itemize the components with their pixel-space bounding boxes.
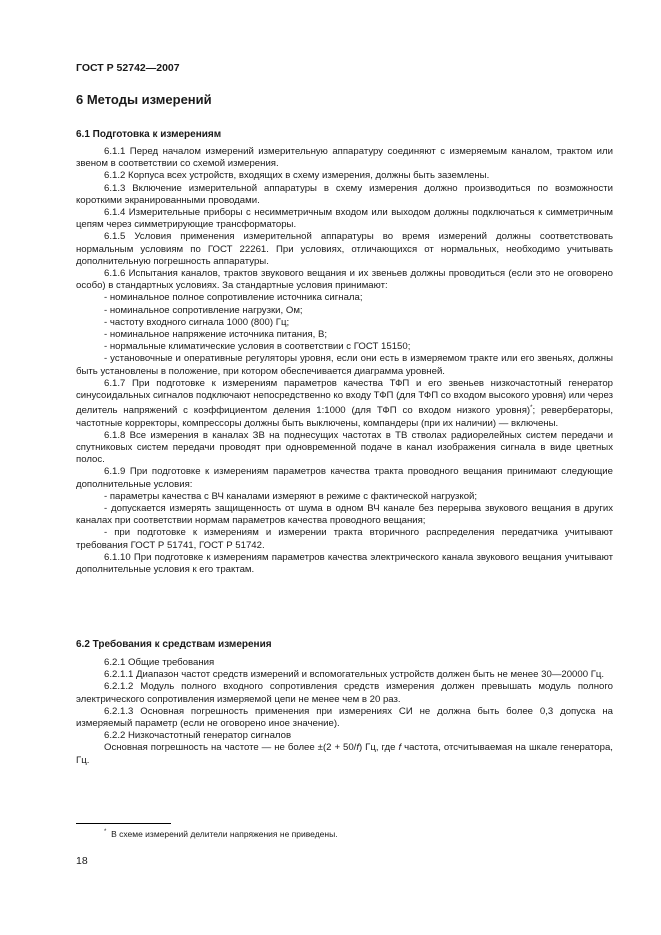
paragraph: 6.1.3 Включение измерительной аппаратуры в схему измерения должно производиться по возможности короткими экранированными проводами. <box>76 182 613 206</box>
list-item: - номинальное полное сопротивление источника сигнала; <box>104 292 363 304</box>
footnote-ref: * <box>530 405 533 412</box>
paragraph: 6.1.8 Все измерения в каналах ЗВ на поднесущих частотах в ТВ стволах радиорелейных систем передачи и спутниковых систем передачи проводят при одновременной подаче в канал изображения сигнала в виде цветных полос. <box>76 429 613 466</box>
list-item: - допускается измерять защищенность от шума в одном ВЧ канале без перерыва звукового вещания в других каналах при соответствии нормам параметров качества проводного вещания; <box>76 503 613 527</box>
text-span: частота, отсчитываемая на шкале генератора, Гц. <box>76 742 613 766</box>
section-title: 6 Методы измерений <box>76 92 212 107</box>
frequency-symbol: f <box>356 742 360 754</box>
subsection-6-1-body <box>76 146 613 576</box>
text-span: 6.1.7 При подготовке к измерениям параметров качества ТФП и его звеньев низкочастотный генератор синусоидальных сигналов подключают непосредственно ко входу ТФП (для ТФП со входом высокого уровня) или через делитель напряжений с коэффициентом деления 1:1000 (для ТФП со входом низкого уровня) <box>76 377 613 417</box>
list-item: - при подготовке к измерениям и измерении тракта вторичного распределения передатчика учитывают требования ГОСТ Р 51741, ГОСТ Р 51742. <box>76 527 613 551</box>
footnote <box>104 829 338 839</box>
paragraph: 6.2.1.2 Модуль полного входного сопротивления средств измерения должен превышать модуль полного электрического сопротивления измеряемой цепи не менее чем в 20 раз. <box>76 681 613 705</box>
list-item: - установочные и оперативные регуляторы уровня, если они есть в измеряемом тракте или его звеньях, должны быть установлены в положение, при котором обеспечивается диаграмма уровней. <box>76 353 613 377</box>
paragraph: 6.1.4 Измерительные приборы с несимметричным входом или выходом должны подключаться к симметричным цепям через симметрирующие трансформаторы. <box>76 207 613 231</box>
list-item: - частоту входного сигнала 1000 (800) Гц; <box>104 316 290 328</box>
footnote-text: В схеме измерений делители напряжения не приведены. <box>111 829 338 839</box>
paragraph: 6.1.6 Испытания каналов, трактов звукового вещания и их звеньев должны проводиться (если это не оговорено особо) в стандартных условиях. За стандартные условия принимают: <box>76 268 613 292</box>
paragraph: 6.1.10 При подготовке к измерениям параметров качества электрического канала звукового вещания учитывают дополнительные условия к его трактам. <box>76 551 613 576</box>
text-span: ; ревербераторы, частотные корректоры, компрессоры должны быть выключены, компандеры (при их наличии) — включены. <box>76 405 613 429</box>
list-item: - номинальное сопротивление нагрузки, Ом; <box>104 304 303 316</box>
paragraph: 6.2.1.1 Диапазон частот средств измерений и вспомогательных устройств должен быть не менее 30—20000 Гц. <box>104 669 605 681</box>
paragraph: 6.1.5 Условия применения измерительной аппаратуры во время измерений должны соответствовать нормальным условиям по ГОСТ 22261. При условиях, отличающихся от нормальных, необходимо учитывать дополнительную погрешность аппаратуры. <box>76 231 613 267</box>
subsection-title-6-1: 6.1 Подготовка к измерениям <box>76 129 222 140</box>
list-item: - нормальные климатические условия в соответствии с ГОСТ 15150; <box>104 341 411 353</box>
paragraph: 6.2.1.3 Основная погрешность применения при измерениях СИ не должна быть более 0,3 допуска на измеряемый параметр (если не оговорено иное значение). <box>76 705 613 730</box>
paragraph: 6.1.2 Корпуса всех устройств, входящих в схему измерения, должны быть заземлены. <box>104 170 490 182</box>
footnote-mark: * <box>104 829 107 836</box>
paragraph-6-1-7 <box>76 378 613 430</box>
standard-header: ГОСТ Р 52742—2007 <box>76 62 180 74</box>
frequency-symbol: f <box>398 742 402 754</box>
text-span: Основная погрешность на частоте — не более ±(2 + 50/ <box>104 742 357 754</box>
paragraph: 6.2.2 Низкочастотный генератор сигналов <box>104 730 292 742</box>
paragraph-last <box>76 742 613 766</box>
subsection-title-6-2: 6.2 Требования к средствам измерения <box>76 639 272 650</box>
paragraph: 6.1.9 При подготовке к измерениям параметров качества тракта проводного вещания принимают следующие дополнительные условия: <box>76 466 613 490</box>
text-span: ) Гц, где <box>359 742 399 754</box>
page-number: 18 <box>76 855 88 867</box>
paragraph: 6.2.1 Общие требования <box>104 657 215 668</box>
list-item: - номинальное напряжение источника питания, В; <box>104 329 328 341</box>
list-item: - параметры качества с ВЧ каналами измеряют в режиме с фактической нагрузкой; <box>104 490 478 502</box>
paragraph: 6.1.1 Перед началом измерений измерительную аппаратуру соединяют с измеряемым каналом, трактом или звеном в соответствии со схемой измерения. <box>76 146 613 170</box>
subsection-6-2-body <box>76 657 613 767</box>
footnote-divider <box>76 823 171 824</box>
